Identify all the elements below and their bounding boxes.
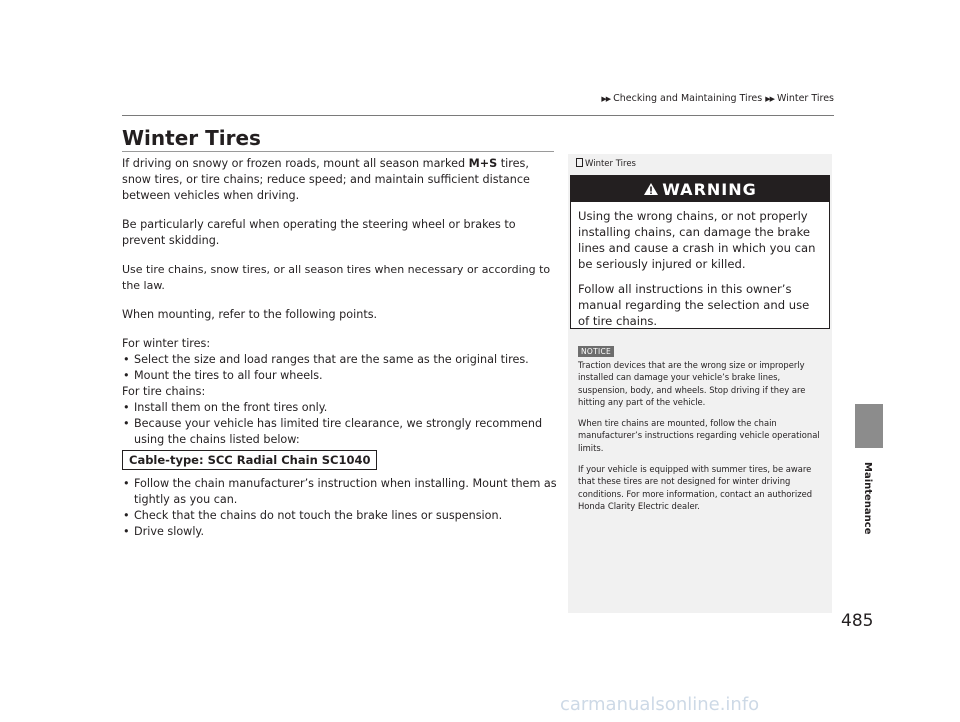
warning-header (571, 176, 829, 202)
notice-text: Traction devices that are the wrong size or improperly installed can damage your vehicle’s brake lines, suspension, body, and wheels. Stop driving if they are hitting any part of the vehicle. (578, 360, 806, 407)
breadcrumb-item[interactable]: Winter Tires (777, 93, 834, 104)
side-tab-label: Maintenance (862, 462, 873, 535)
tire-chains-list (122, 400, 560, 448)
warning-body (571, 202, 829, 329)
title-rule (122, 151, 554, 152)
breadcrumb (560, 93, 834, 104)
reference-icon (576, 158, 583, 167)
intro-text-start: If driving on snowy or frozen roads, mount all season marked (122, 157, 469, 170)
breadcrumb-arrow-icon: ▶▶ (601, 95, 611, 103)
section-title: Winter Tires (122, 126, 261, 150)
main-body (122, 156, 560, 540)
list-item: • Follow the chain manufacturer’s instruction when installing. Mount them as tightly as you can. (122, 476, 560, 508)
law-paragraph: Use tire chains, snow tires, or all season tires when necessary or according to the law. (122, 263, 551, 292)
list-item: • Drive slowly. (122, 524, 560, 540)
watermark: carmanualsonline.info (560, 694, 760, 715)
aside-reference (576, 158, 636, 169)
intro-paragraph (122, 156, 560, 204)
warning-text: Using the wrong chains, or not properly installing chains, can damage the brake lines and cause a crash in which you can be seriously injured or killed. (578, 209, 816, 271)
header-rule (122, 115, 834, 116)
aside-text (578, 359, 830, 521)
sidebar-notes (568, 154, 832, 613)
list-item: • Select the size and load ranges that are the same as the original tires. (122, 352, 560, 368)
warning-text: Follow all instructions in this owner’s manual regarding the selection and use of tire chains. (578, 282, 810, 328)
mounting-paragraph: When mounting, refer to the following points. (122, 308, 378, 321)
list-item: • Because your vehicle has limited tire clearance, we strongly recommend using the chains listed below: (122, 416, 560, 448)
winter-tires-list (122, 352, 560, 384)
breadcrumb-arrow-icon: ▶▶ (765, 95, 775, 103)
list-item: • Install them on the front tires only. (122, 400, 560, 416)
cable-type-box: Cable-type: SCC Radial Chain SC1040 (122, 450, 377, 470)
aside-reference-title: Winter Tires (585, 159, 636, 169)
side-tab-marker (855, 404, 883, 448)
list-item: • Check that the chains do not touch the brake lines or suspension. (122, 508, 560, 524)
warning-title: WARNING (662, 179, 757, 199)
warning-triangle-icon (643, 182, 659, 196)
tire-chains-label: For tire chains: (122, 385, 206, 398)
caution-paragraph: Be particularly careful when operating the steering wheel or brakes to prevent skidding. (122, 218, 516, 247)
ms-marking: M+S (468, 157, 498, 170)
list-item: • Mount the tires to all four wheels. (122, 368, 560, 384)
chain-instructions-list (122, 476, 560, 540)
breadcrumb-item[interactable]: Checking and Maintaining Tires (613, 93, 763, 104)
page-number: 485 (841, 611, 874, 631)
warning-box (570, 175, 830, 329)
winter-tires-label: For winter tires: (122, 337, 211, 350)
chains-limits-text: When tire chains are mounted, follow the chain manufacturer’s instructions regarding vehicle operational limits. (578, 418, 820, 453)
summer-tires-text: If your vehicle is equipped with summer tires, be aware that these tires are not designed for winter driving conditions. For more information, contact an authorized Honda Clarity Electric dealer. (578, 464, 813, 511)
notice-badge: NOTICE (578, 346, 614, 357)
intro-text-end: tires, snow tires, or tire chains; reduce speed; and maintain sufficient distance between vehicles when driving. (122, 157, 530, 202)
